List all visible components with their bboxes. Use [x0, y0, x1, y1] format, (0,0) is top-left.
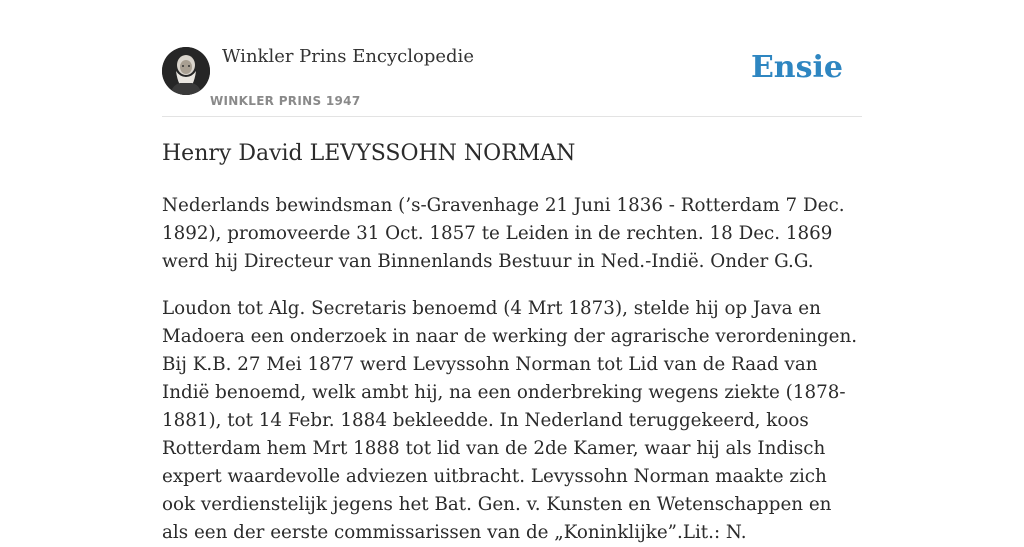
avatar[interactable] — [162, 47, 210, 95]
bearded-man-portrait-icon — [162, 47, 210, 95]
article-title: Henry David LEVYSSOHN NORMAN — [162, 141, 576, 166]
article-paragraph: Nederlands bewindsman (’s-Gravenhage 21 Juni 1836 - Rotterdam 7 Dec. 1892), promoveerde 31 Oct. 1857 te Leiden in de rechten. 18 Dec. 1869 werd hij Directeur van Binnenlands Bestuur in Ned.-Indië. Onder G.G. — [162, 195, 845, 272]
article-paragraph: Loudon tot Alg. Secretaris benoemd (4 Mrt 1873), stelde hij op Java en Madoera een onderzoek in naar de werking der agrarische verordeningen. Bij K.B. 27 Mei 1877 werd Levyssohn Norman tot Lid van de Raad van Indië benoemd, welk ambt hij, na een onderbreking wegens ziekte (1878-1881), tot 14 Febr. 1884 bekleedde. In Nederland teruggekeerd, koos Rotterdam hem Mrt 1888 tot lid van de 2de Kamer, waar hij als Indisch expert waardevolle adviezen uitbracht. Levyssohn Norman maakte zich ook verdienstelijk jegens het Bat. Gen. v. Kunsten en Wetenschappen en als een der eerste commissarissen van de „Koninklijke”.Lit.: N. — [162, 298, 858, 543]
page-container — [162, 0, 862, 543]
brand-logo[interactable]: Ensie — [750, 50, 843, 85]
site-title[interactable]: Winkler Prins Encyclopedie — [222, 46, 474, 67]
source-subtitle[interactable]: WINKLER PRINS 1947 — [210, 94, 361, 108]
site-header — [162, 0, 862, 117]
